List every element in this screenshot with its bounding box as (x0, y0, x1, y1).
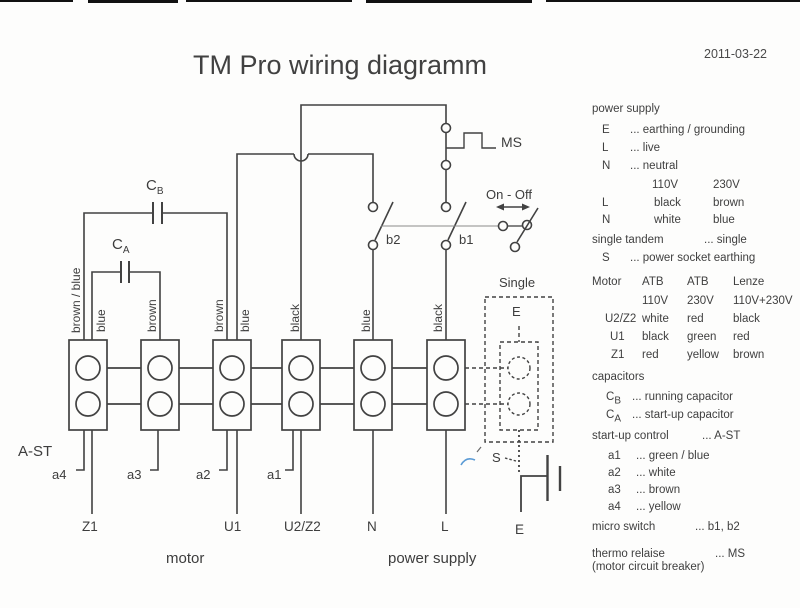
legend-motor-cell: brown (733, 349, 765, 361)
legend-thermo-value: ... MS (715, 548, 746, 560)
power-supply-caption: power supply (388, 550, 477, 567)
legend-value: ... start-up capacitor (632, 409, 734, 421)
legend-value: blue (713, 214, 735, 226)
terminal-a2-label: a2 (196, 467, 211, 482)
wire-label-black-6: black (431, 303, 445, 332)
legend-key: a2 (608, 467, 621, 479)
micro-switch-b2-label: b2 (386, 232, 401, 247)
terminal-a1-label: a1 (267, 467, 282, 482)
micro-switch-b1 (442, 170, 467, 341)
legend-motor-col: ATB (687, 276, 709, 288)
ast-label: A-ST (18, 443, 53, 460)
micro-switch-b1-label: b1 (459, 232, 474, 247)
page-title: TM Pro wiring diagramm (192, 50, 488, 80)
legend-value: ... yellow (636, 501, 681, 513)
legend-value: ... running capacitor (632, 391, 734, 403)
terminal-n-label: N (367, 519, 377, 534)
capacitor-ca-label: $C_A$ (112, 236, 130, 256)
legend-motor-volt: 110V+230V (733, 295, 793, 307)
legend-motor-cell: black (733, 313, 760, 325)
terminal-a3-label: a3 (127, 467, 142, 482)
legend-motor-cell: red (733, 331, 750, 343)
legend-motor-heading: Motor (592, 276, 622, 288)
legend-value: ... earthing / grounding (630, 124, 746, 136)
date-label: 2011-03-22 (704, 47, 768, 61)
legend-key: a4 (608, 501, 621, 513)
single-s-label: S (492, 450, 501, 465)
legend-motor-rowkey: Z1 (611, 349, 625, 361)
wire-label-brown-3: brown (212, 299, 226, 332)
legend-value: ... green / blue (636, 450, 710, 462)
legend-motor-cell: yellow (687, 349, 719, 361)
wire-label-brown-2: brown (145, 299, 159, 332)
legend-single-tandem-label: single tandem (592, 234, 664, 246)
wire-label-brown-blue: brown / blue (69, 267, 83, 333)
legend-key: a3 (608, 484, 621, 496)
legend-motor-cell: red (642, 349, 659, 361)
legend-startup-value: ... A-ST (702, 430, 741, 442)
legend-key: N (602, 160, 611, 172)
legend-micro-switch-label: micro switch (592, 521, 656, 533)
legend-micro-switch-value: ... b1, b2 (695, 521, 740, 533)
motor-caption: motor (166, 550, 205, 567)
terminal-z1-label: Z1 (82, 519, 98, 534)
legend-value: ... brown (636, 484, 681, 496)
legend-key: L (602, 197, 609, 209)
legend-motor-volt: 110V (642, 295, 669, 307)
legend-cb-key: $C_B$ (606, 391, 621, 407)
blue-wire-run (237, 154, 373, 340)
legend-thermo-note: (motor circuit breaker) (592, 561, 705, 573)
legend-volt-col: 230V (713, 179, 740, 191)
legend-panel (592, 0, 800, 608)
wire-label-blue-5: blue (359, 309, 373, 332)
legend-value: black (654, 197, 681, 209)
legend-motor-volt: 230V (687, 295, 714, 307)
legend-motor-col: Lenze (733, 276, 765, 288)
legend-startup-label: start-up control (592, 430, 669, 442)
on-off-label: On - Off (486, 187, 532, 202)
terminal-u2z2-label: U2/Z2 (284, 519, 321, 534)
single-socket-dashed (465, 297, 553, 472)
legend-motor-rowkey: U1 (610, 331, 625, 343)
thermo-relay-ms-label: MS (501, 134, 522, 150)
legend-volt-col: 110V (652, 179, 679, 191)
legend-motor-cell: green (687, 331, 717, 343)
terminal-e-label: E (515, 522, 525, 537)
single-socket-label: Single (499, 275, 536, 290)
legend-ca-key: $C_A$ (606, 409, 621, 425)
legend-motor-cell: black (642, 331, 669, 343)
legend-key: N (602, 214, 611, 226)
legend-value: brown (713, 197, 745, 209)
legend-value: ... power socket earthing (630, 252, 756, 264)
wire-label-blue-1: blue (94, 309, 108, 332)
legend-key: E (602, 124, 610, 136)
terminal-u1-label: U1 (224, 519, 242, 534)
single-e-label: E (512, 304, 521, 319)
legend-key: S (602, 252, 610, 264)
legend-value: ... neutral (630, 160, 678, 172)
terminal-block-strip (69, 340, 465, 430)
thermo-relay-ms-symbol (442, 124, 497, 170)
terminal-l-label: L (441, 519, 449, 534)
legend-thermo-label: thermo relaise (592, 548, 665, 560)
capacitor-cb-label: $C_B$ (146, 177, 164, 197)
legend-power-supply-heading: power supply (592, 103, 660, 115)
legend-key: a1 (608, 450, 621, 462)
legend-motor-cell: red (687, 313, 704, 325)
legend-value: white (654, 214, 681, 226)
legend-motor-cell: white (642, 313, 669, 325)
earth-ground-symbol (521, 455, 560, 512)
terminal-a4-label: a4 (52, 467, 67, 482)
legend-single-tandem-value: ... single (704, 234, 747, 246)
legend-value: ... white (636, 467, 676, 479)
legend-value: ... live (630, 142, 661, 154)
legend-capacitors-heading: capacitors (592, 371, 645, 383)
wire-label-blue-3: blue (238, 309, 252, 332)
legend-key: L (602, 142, 609, 154)
wire-label-black-4: black (288, 303, 302, 332)
legend-motor-rowkey: U2/Z2 (605, 313, 637, 325)
pen-marks (461, 447, 481, 465)
legend-motor-col: ATB (642, 276, 664, 288)
